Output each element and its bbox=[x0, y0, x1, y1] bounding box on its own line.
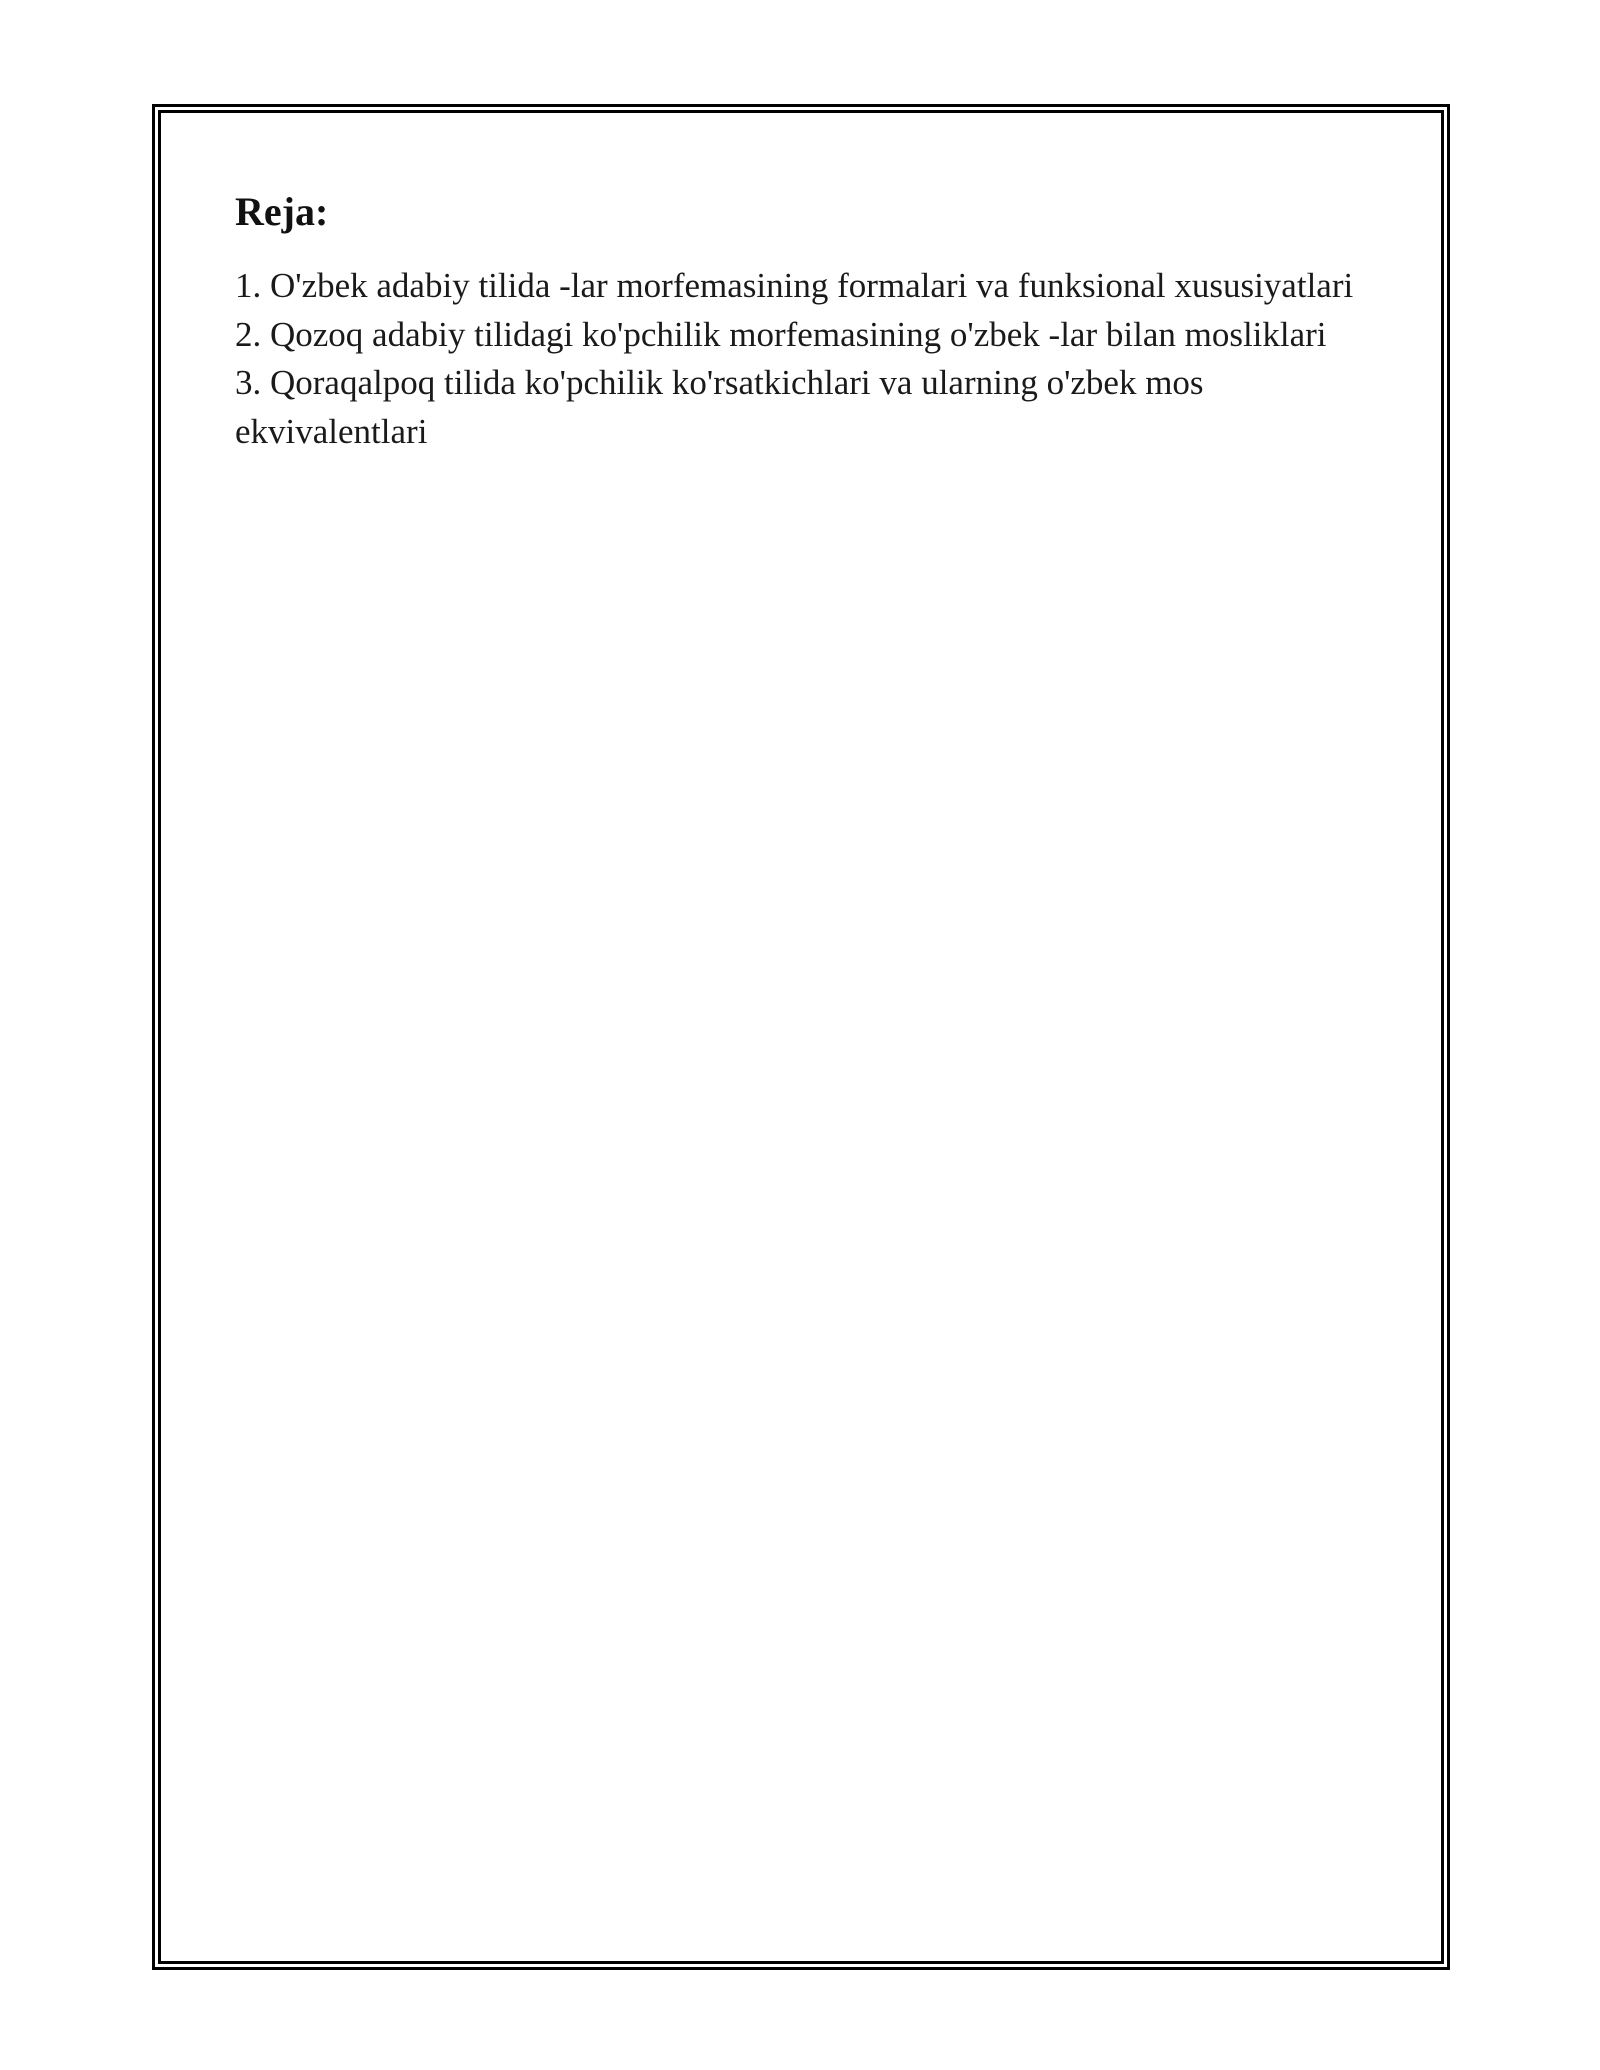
plan-heading: Reja: bbox=[235, 189, 329, 234]
plan-list bbox=[235, 262, 1375, 456]
page-content bbox=[235, 186, 1375, 456]
plan-item-1: 1. O'zbek adabiy tilida -lar morfemasining formalari va funksional xususiyatlari bbox=[235, 266, 1354, 305]
plan-item-3: 3. Qoraqalpoq tilida ko'pchilik ko'rsatkichlari va ularning o'zbek mos ekvivalentlari bbox=[235, 363, 1204, 451]
plan-item-2: 2. Qozoq adabiy tilidagi ko'pchilik morfemasining o'zbek -lar bilan mosliklari bbox=[235, 314, 1327, 354]
